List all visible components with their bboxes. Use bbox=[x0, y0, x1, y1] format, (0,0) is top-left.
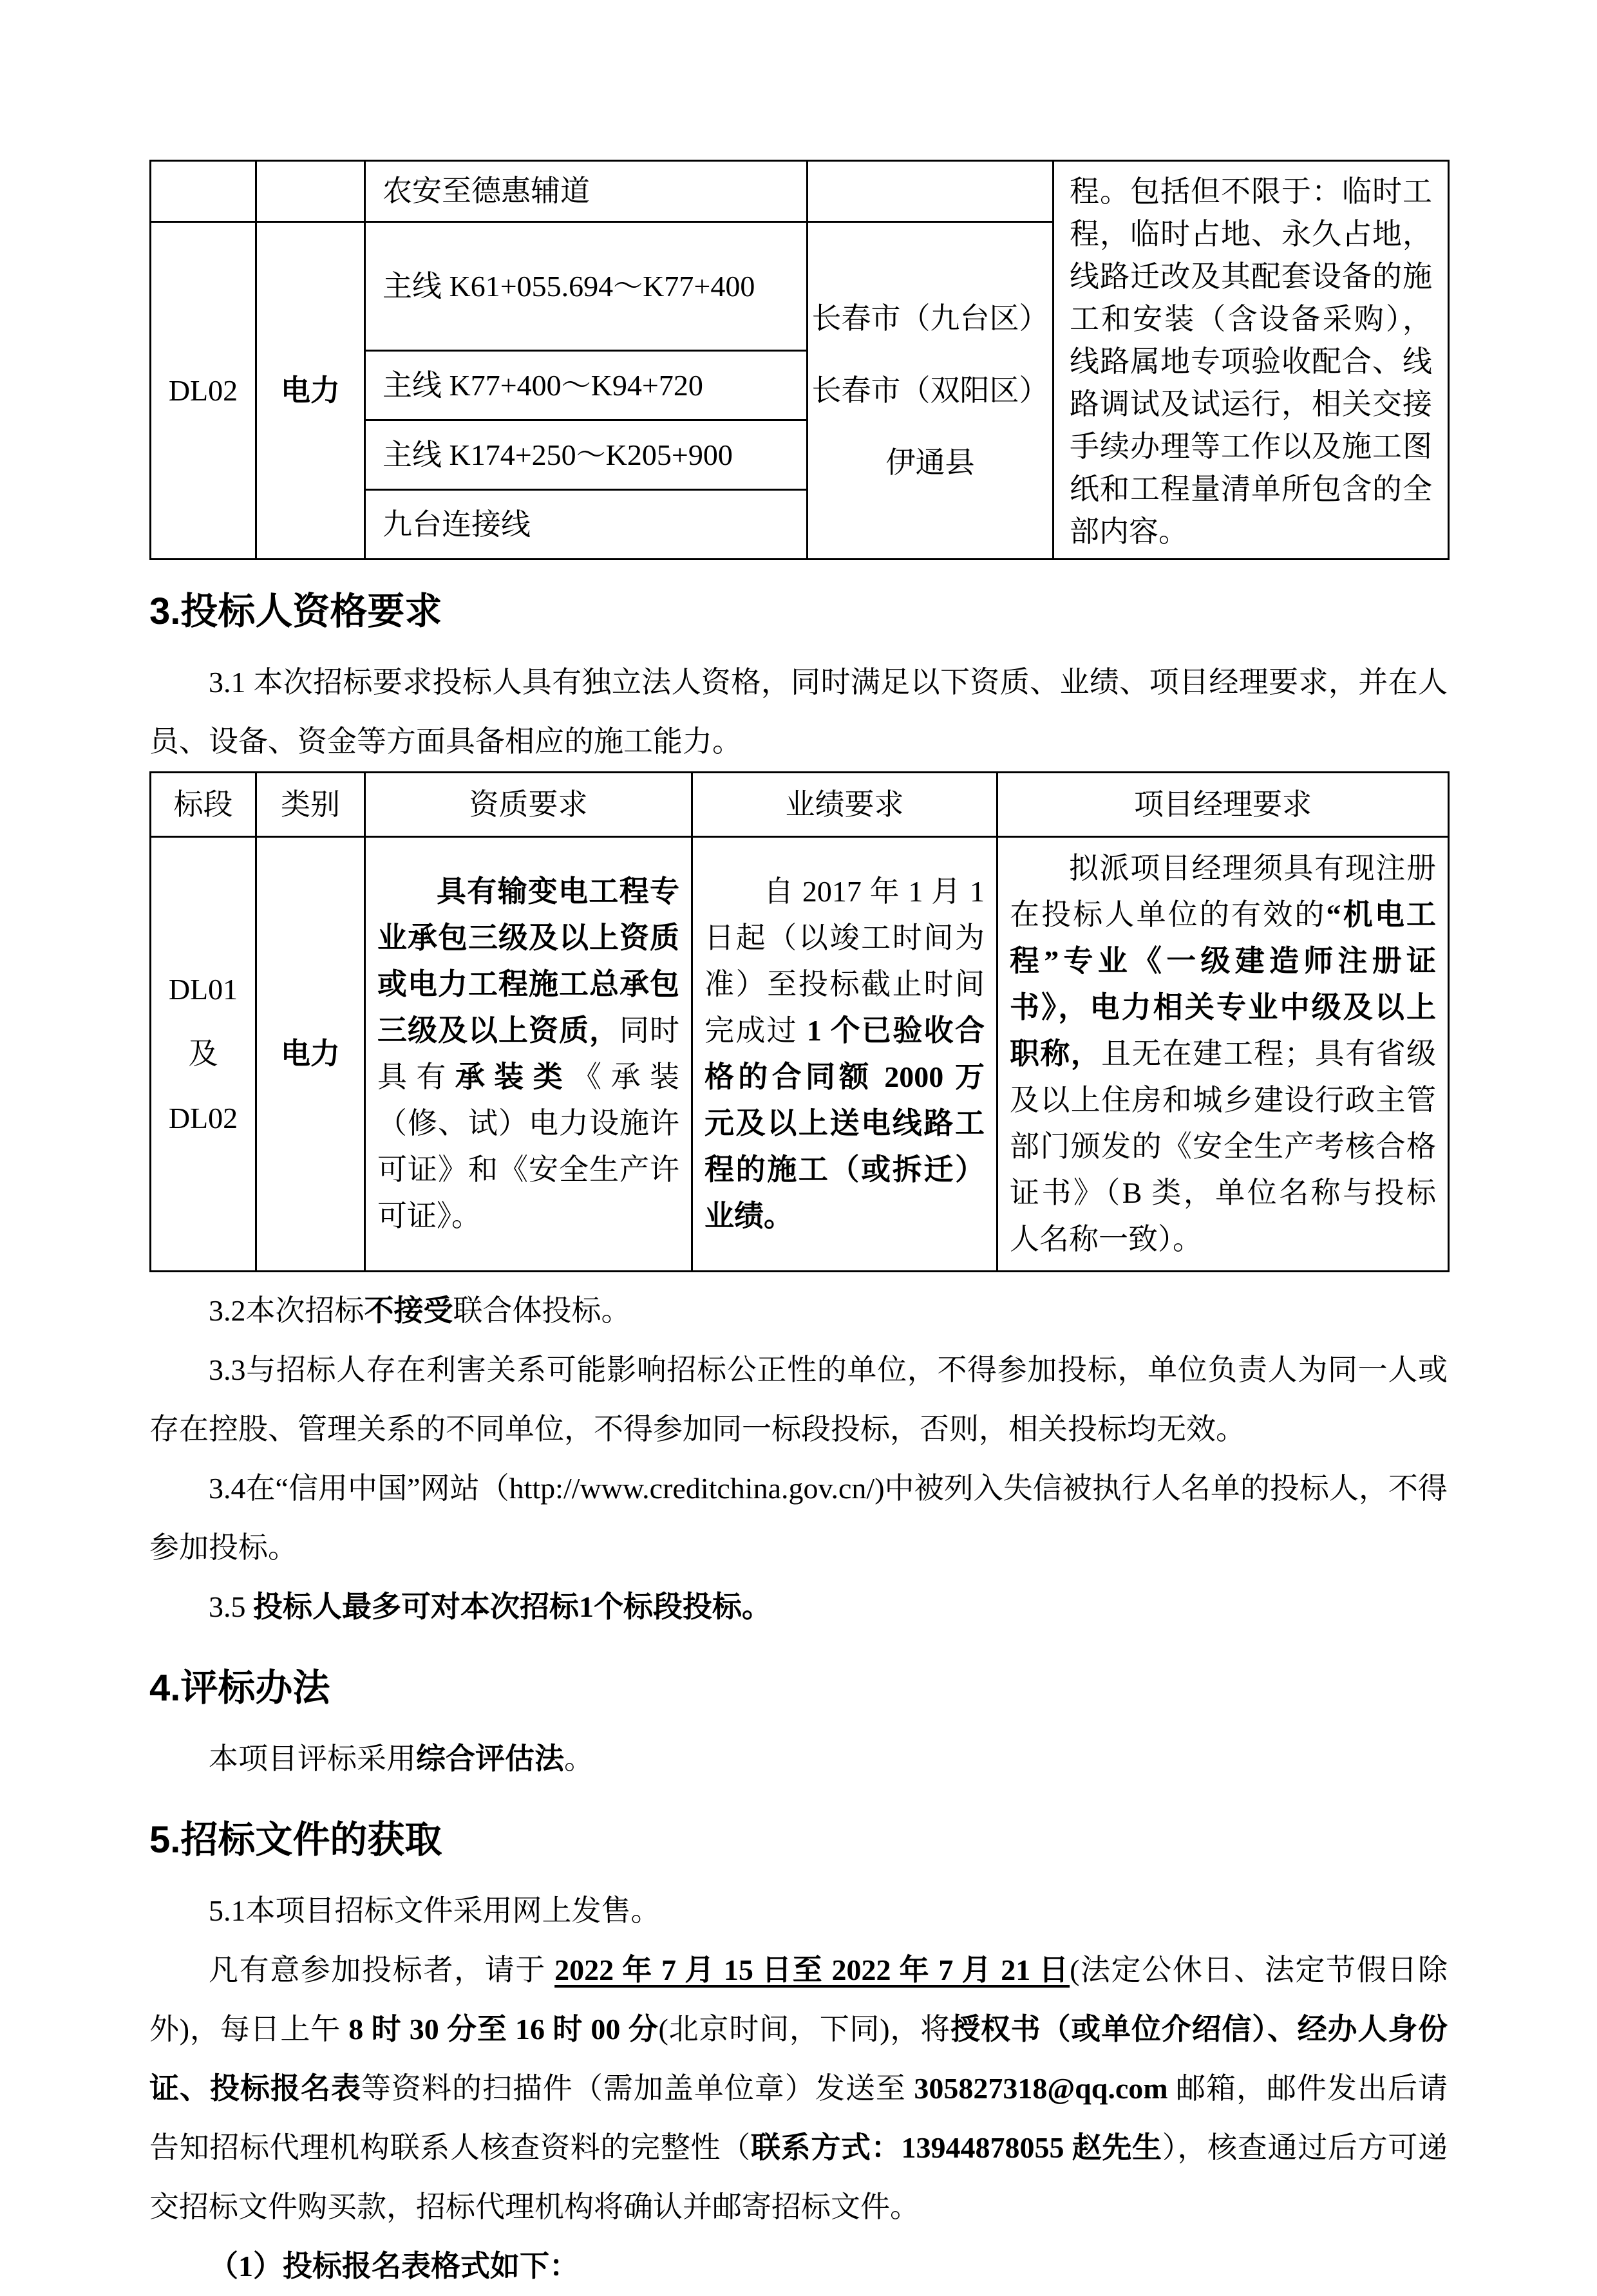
t1-route-cell: 九台连接线 bbox=[365, 490, 808, 560]
para-5-1: 5.1本项目招标文件采用网上发售。 bbox=[209, 1894, 661, 1927]
para-4-1: 本项目评标采用综合评估法。 bbox=[209, 1742, 594, 1775]
para-5-2: 凡有意参加投标者，请于 2022 年 7 月 15 日至 2022 年 7 月 21 日(法定公休日、法定节假日除外)，每日上午 8 时 30 分至 16 时 00 分(北京时间，下同)，将授权书（或单位介绍信）、经办人身份证、投标报名表等资料的扫描件（需加盖单位章）发送至 305827318@qq.com 邮箱，邮件发出后请告知招标代理机构联系人核查资料的完整性（联系方式：13944878055 赵先生），核查通过后方可递交招标文件购买款，招标代理机构将确认并邮寄招标文件。 bbox=[149, 1953, 1448, 2223]
section-3-heading: 3.投标人资格要求 bbox=[149, 590, 442, 632]
para-3-2: 3.2本次招标不接受联合体投标。 bbox=[209, 1294, 631, 1327]
t2-performance-cell: 自 2017 年 1 月 1 日起（以竣工时间为准）至投标截止时间完成过 1 个已验收合格的合同额 2000 万元及以上送电线路工程的施工（或拆迁）业绩。 bbox=[692, 837, 997, 1272]
location-line: 长春市（双阳区） bbox=[811, 373, 1049, 407]
section-4-heading: 4.评标办法 bbox=[149, 1667, 330, 1709]
t2-header-qualification: 资质要求 bbox=[365, 773, 692, 837]
para-3-3: 3.3与招标人存在利害关系可能影响招标公正性的单位，不得参加投标，单位负责人为同一人或存在控股、管理关系的不同单位，不得参加同一标段投标，否则，相关投标均无效。 bbox=[149, 1353, 1448, 1445]
t1-empty-category-cell bbox=[256, 161, 365, 222]
para-5-3: （1）投标报名表格式如下： bbox=[209, 2250, 579, 2282]
t1-route-cell: 主线 K77+400～K94+720 bbox=[365, 351, 808, 420]
t2-header-category: 类别 bbox=[256, 773, 365, 837]
t1-empty-location-cell bbox=[808, 161, 1054, 222]
section-5-heading: 5.招标文件的获取 bbox=[149, 1819, 442, 1861]
t1-route-cell: 主线 K174+250～K205+900 bbox=[365, 420, 808, 490]
t2-bid-cell bbox=[151, 837, 256, 1272]
t2-category-cell: 电力 bbox=[256, 837, 365, 1272]
qualification-table bbox=[149, 771, 1450, 1272]
t1-route-cell: 农安至德惠辅道 bbox=[365, 161, 808, 222]
location-line: 伊通县 bbox=[885, 446, 975, 479]
page-content bbox=[149, 160, 1448, 2296]
t1-bid-cell: DL02 bbox=[151, 222, 256, 560]
para-3-4: 3.4在“信用中国”网站（http://www.creditchina.gov.cn/)中被列入失信被执行人名单的投标人，不得参加投标。 bbox=[149, 1472, 1448, 1564]
section-scope-table bbox=[149, 160, 1450, 560]
bid-line: DL01 bbox=[168, 973, 238, 1006]
bid-line: 及 bbox=[188, 1037, 218, 1070]
location-line: 长春市（九台区） bbox=[811, 301, 1049, 335]
t2-qualification-cell: 具有输变电工程专业承包三级及以上资质或电力工程施工总承包三级及以上资质，同时具有承装类《承装（修、试）电力设施许可证》和《安全生产许可证》。 bbox=[365, 837, 692, 1272]
para-3-5: 3.5 投标人最多可对本次招标1个标段投标。 bbox=[209, 1590, 771, 1623]
t2-project-manager-cell: 拟派项目经理须具有现注册在投标人单位的有效的“机电工程”专业《一级建造师注册证书》，电力相关专业中级及以上职称，且无在建工程；具有省级及以上住房和城乡建设行政主管部门颁发的《安全生产考核合格证书》（B 类，单位名称与投标人名称一致）。 bbox=[997, 837, 1449, 1272]
t2-header-bid: 标段 bbox=[151, 773, 256, 837]
t1-route-cell: 主线 K61+055.694～K77+400 bbox=[365, 222, 808, 351]
t1-empty-bid-cell bbox=[151, 161, 256, 222]
bid-line: DL02 bbox=[168, 1102, 238, 1134]
t1-scope-cell: 程。包括但不限于：临时工程，临时占地、永久占地，线路迁改及其配套设备的施工和安装（含设备采购），线路属地专项验收配合、线路调试及试运行，相关交接手续办理等工作以及施工图纸和工程量清单所包含的全部内容。 bbox=[1054, 161, 1449, 560]
t2-header-project-manager: 项目经理要求 bbox=[997, 773, 1449, 837]
t1-location-cell bbox=[808, 222, 1054, 560]
t1-category-cell: 电力 bbox=[256, 222, 365, 560]
t2-header-performance: 业绩要求 bbox=[692, 773, 997, 837]
para-3-1: 3.1 本次招标要求投标人具有独立法人资格，同时满足以下资质、业绩、项目经理要求，并在人员、设备、资金等方面具备相应的施工能力。 bbox=[149, 666, 1448, 758]
